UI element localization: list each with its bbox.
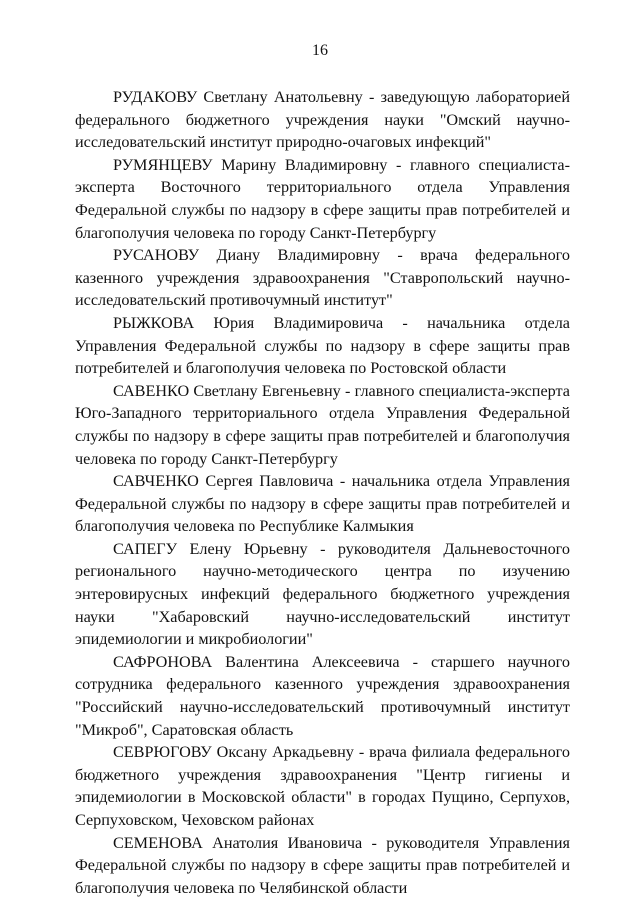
list-item: РУМЯНЦЕВУ Марину Владимировну - главного специалиста-эксперта Восточного территориального отдела Управления Федеральной службы по надзору в сфере защиты прав потребителей и благополучия человека по городу Санкт-Петербургу bbox=[75, 155, 570, 242]
list-item: СЕМЕНОВА Анатолия Ивановича - руководителя Управления Федеральной службы по надзору в сфере защиты прав потребителей и благополучия человека по Челябинской области bbox=[75, 833, 570, 897]
list-item: САФРОНОВА Валентина Алексеевича - старшего научного сотрудника федерального казенного учреждения здравоохранения "Российский научно-исследовательский противочумный институт "Микроб", Саратовская область bbox=[75, 652, 570, 739]
list-item: СЕВРЮГОВУ Оксану Аркадьевну - врача филиала федерального бюджетного учреждения здравоохранения "Центр гигиены и эпидемиологии в Московской области" в городах Пущино, Серпухов, Серпуховском, Чеховском районах bbox=[75, 743, 570, 829]
page-number: 16 bbox=[312, 42, 328, 59]
list-item: РЫЖКОВА Юрия Владимировича - начальника отдела Управления Федеральной службы по надзору в сфере защиты прав потребителей и благополучия человека по Ростовской области bbox=[75, 313, 570, 378]
award-list bbox=[75, 86, 570, 899]
list-item: САПЕГУ Елену Юрьевну - руководителя Дальневосточного регионального научно-методического центра по изучению энтеровирусных инфекций федерального бюджетного учреждения науки "Хабаровский научно-исследовательский институт эпидемиологии и микробиологии" bbox=[75, 539, 570, 649]
list-item: РУДАКОВУ Светлану Анатольевну - заведующую лабораторией федерального бюджетного учреждения науки "Омский научно-исследовательский институт природно-очаговых инфекций" bbox=[75, 88, 570, 152]
list-item: САВЕНКО Светлану Евгеньевну - главного специалиста-эксперта Юго-Западного территориального отдела Управления Федеральной службы по надзору в сфере защиты прав потребителей и благополучия человека по городу Санкт-Петербургу bbox=[75, 381, 570, 468]
list-item: САВЧЕНКО Сергея Павловича - начальника отдела Управления Федеральной службы по надзору в сфере защиты прав потребителей и благополучия человека по Республике Калмыкия bbox=[75, 472, 570, 536]
list-item: РУСАНОВУ Диану Владимировну - врача федерального казенного учреждения здравоохранения "Ставропольский научно-исследовательский противочумный институт" bbox=[75, 246, 570, 310]
